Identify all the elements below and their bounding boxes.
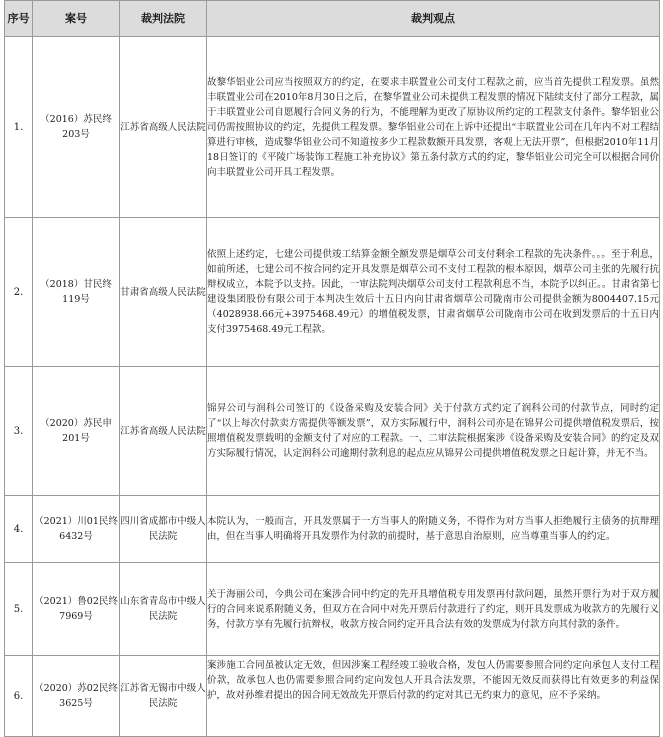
case-number: （2016）苏民终203号 bbox=[33, 37, 120, 218]
court-name: 四川省成都市中级人民法院 bbox=[120, 496, 207, 563]
judgment-view bbox=[207, 656, 660, 737]
court-name: 山东省青岛市中级人民法院 bbox=[120, 563, 207, 656]
table-row bbox=[5, 367, 660, 496]
case-number: （2020）苏民申201号 bbox=[33, 367, 120, 496]
table-header bbox=[5, 1, 660, 37]
judgment-view bbox=[207, 37, 660, 218]
header-court: 裁判法院 bbox=[120, 1, 207, 37]
row-number: 2. bbox=[5, 218, 33, 367]
case-number: （2018）甘民终119号 bbox=[33, 218, 120, 367]
judgment-view bbox=[207, 218, 660, 367]
judgment-view-text: 关于海丽公司，今典公司在案涉合同中约定的先开具增值税专用发票再付款问题，虽然开票行为对于双方履行的合同来说系附随义务，但双方在合同中对先开票后付款进行了约定，则开具发票成为收款方的先履行义务，付款方享有先履行抗辩权，收款方按合同约定开具合法有效的发票成为付款方向其付款的条件。 bbox=[207, 588, 659, 630]
judgment-view-text: 依照上述约定，七建公司提供竣工结算金额全额发票是烟草公司支付剩余工程款的先决条件。。。至于利息，如前所述，七建公司不按合同约定开具发票是烟草公司不支付工程款的根本原因，烟草公司主张的先履行抗辩权成立，本院予以支持。因此，一审法院判决烟草公司支付工程款利息不当，本院予以纠正。。甘肃省第七建设集团股份有限公司于本判决生效后十五日内向甘肃省烟草公司陇南市公司提供金额为8004407.15元（4028938.66元+3975468.49元）的增值税发票，甘肃省烟草公司陇南市公司在收到发票后的十五日内支付3975468.49元工程款。 bbox=[207, 249, 659, 335]
table-row bbox=[5, 37, 660, 218]
court-name: 江苏省无锡市中级人民法院 bbox=[120, 656, 207, 737]
header-no: 序号 bbox=[5, 1, 33, 37]
judgment-view-text: 故黎华铝业公司应当按照双方的约定，在要求丰联置业公司支付工程款之前，应当首先提供工程发票。虽然丰联置业公司在2010年8月30日之后，在黎华置业公司未提供工程发票的情况下陆续支付了部分工程款，属于丰联置业公司自愿履行合同义务的行为，不能理解为更改了原协议所约定的工程款支付条件。黎华铝业公司仍需按照协议的约定，先提供工程发票。黎华铝业公司在上诉中还提出“丰联置业公司在几年内不对工程结算进行审核，造成黎华铝业公司不知道按多少工程款数额开具发票，客观上无法开票”，但根据2010年11月18日签订的《平陵广场装饰工程施工补充协议》第五条付款方式的约定，黎华铝业公司完全可以根据合同价向丰联置业公司开具工程发票。 bbox=[207, 76, 659, 178]
judgment-view-text: 本院认为，一般而言，开具发票属于一方当事人的附随义务，不得作为对方当事人拒绝履行主债务的抗辩理由，但在当事人明确将开具发票作为付款的前提时，基于意思自治原则，应当尊重当事人的约定。 bbox=[207, 516, 659, 542]
judgment-view-text: 锦昇公司与润科公司签订的《设备采购及安装合同》关于付款方式约定了润科公司的付款节点，同时约定了“以上每次付款卖方需提供等额发票”，双方实际履行中，润科公司亦是在锦昇公司提供增值税发票后，按照增值税发票载明的金额支付了对应的工程款。一、二审法院根据案涉《设备采购及安装合同》的约定及双方实际履行情况，认定润科公司逾期付款利息的起点应从锦昇公司提供增值税发票之日起计算，并无不当。 bbox=[207, 403, 659, 459]
table-row bbox=[5, 656, 660, 737]
table-body bbox=[5, 37, 660, 737]
document-page bbox=[4, 0, 661, 737]
case-number: （2020）苏02民终3625号 bbox=[33, 656, 120, 737]
table-row bbox=[5, 563, 660, 656]
header-row bbox=[5, 1, 660, 37]
table-row bbox=[5, 218, 660, 367]
row-number: 4. bbox=[5, 496, 33, 563]
judgment-view bbox=[207, 496, 660, 563]
judgment-view-text: 案涉施工合同虽被认定无效，但因涉案工程经竣工验收合格，发包人仍需要参照合同约定向承包人支付工程价款，故承包人也仍需要参照合同约定向发包人开具合法发票，不能因无效反而获得比有效更多的利益保护，故对孙维君提出的因合同无效故先开票后付款的约定对其已无约束力的意见，应不予采纳。 bbox=[207, 660, 659, 701]
case-table bbox=[4, 0, 660, 737]
row-number: 5. bbox=[5, 563, 33, 656]
judgment-view bbox=[207, 367, 660, 496]
court-name: 江苏省高级人民法院 bbox=[120, 367, 207, 496]
court-name: 江苏省高级人民法院 bbox=[120, 37, 207, 218]
row-number: 1. bbox=[5, 37, 33, 218]
case-number: （2021）川01民终6432号 bbox=[33, 496, 120, 563]
case-number: （2021）鲁02民终7969号 bbox=[33, 563, 120, 656]
row-number: 3. bbox=[5, 367, 33, 496]
judgment-view bbox=[207, 563, 660, 656]
header-view: 裁判观点 bbox=[207, 1, 660, 37]
court-name: 甘肃省高级人民法院 bbox=[120, 218, 207, 367]
header-case: 案号 bbox=[33, 1, 120, 37]
table-row bbox=[5, 496, 660, 563]
row-number: 6. bbox=[5, 656, 33, 737]
